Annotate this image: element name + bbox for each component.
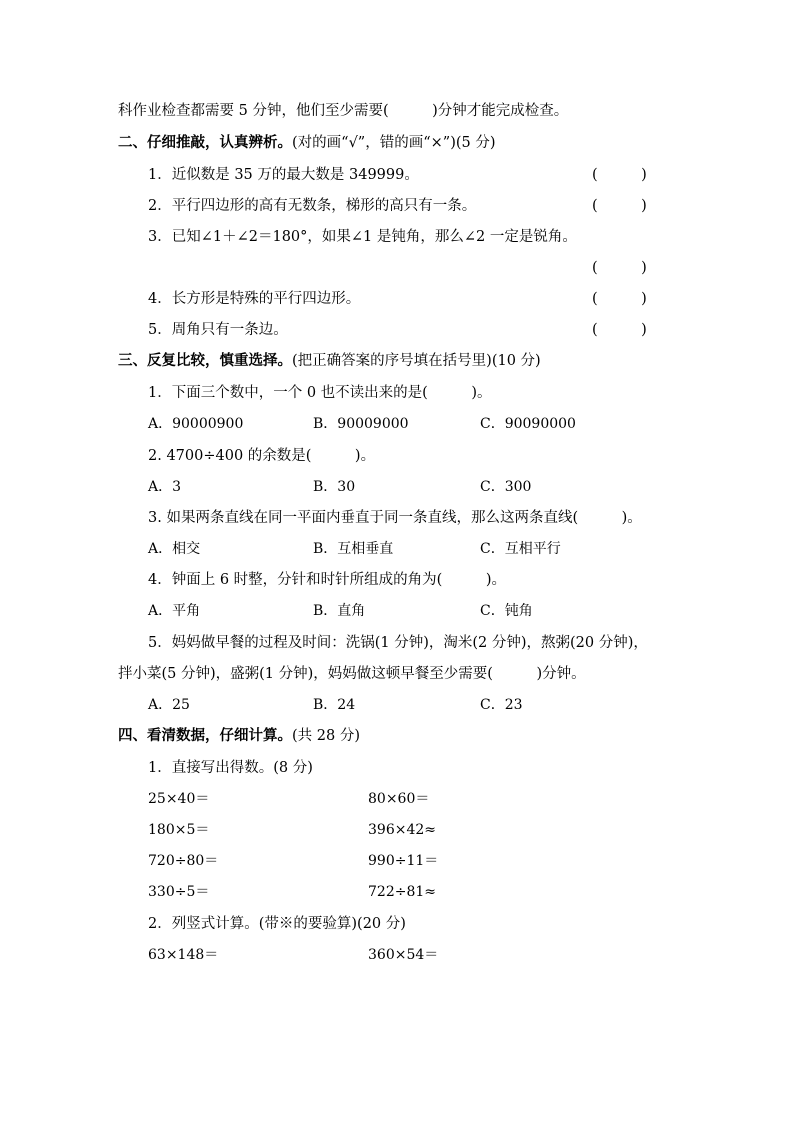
calc-problem: 722÷81≈ [368,884,436,900]
calc-part-1-title: 1．直接写出得数。(8 分) [148,760,313,776]
calc-problem: 330÷5＝ [148,884,210,900]
mc-4-option-b[interactable]: B．直角 [313,603,366,619]
section-2-heading [118,133,496,153]
calc-problem: 180×5＝ [148,822,210,838]
section-3-title: 三、反复比较，慎重选择。 [118,352,292,369]
mc-1-option-c[interactable]: C．90090000 [480,416,576,432]
mc-question-2: 2. 4700÷400 的余数是( )。 [148,448,376,464]
mc-5-option-a[interactable]: A．25 [148,697,190,713]
section-4-heading [118,726,360,746]
vertical-calc-problem: 63×148＝ [148,947,219,963]
tf-item-5: 5．周角只有一条边。 [148,322,288,338]
mc-1-option-b[interactable]: B．90009000 [313,416,409,432]
section-2-title: 二、仔细推敲，认真辨析。 [118,134,292,151]
section-4-title: 四、看清数据，仔细计算。 [118,727,292,744]
section-2-note: (对的画“√”，错的画“×”)(5 分) [292,135,496,151]
calc-problem: 990÷11＝ [368,853,439,869]
intro-continuation: 科作业检查都需要 5 分钟，他们至少需要( )分钟才能完成检查。 [118,103,569,119]
mc-question-3: 3. 如果两条直线在同一平面内垂直于同一条直线，那么这两条直线( )。 [148,510,642,526]
calc-problem: 396×42≈ [368,822,436,838]
mc-2-option-c[interactable]: C．300 [480,479,532,495]
mc-2-option-a[interactable]: A．3 [148,479,182,495]
mc-2-option-b[interactable]: B．30 [313,479,356,495]
tf-answer-3[interactable]: ( ) [592,260,647,276]
tf-item-2: 2．平行四边形的高有无数条，梯形的高只有一条。 [148,198,477,214]
mc-5-option-b[interactable]: B．24 [313,697,356,713]
mc-5-option-c[interactable]: C．23 [480,697,523,713]
mc-3-option-c[interactable]: C．互相平行 [480,541,561,557]
mc-question-5-line-1: 5．妈妈做早餐的过程及时间：洗锅(1 分钟)，淘米(2 分钟)，熬粥(20 分钟)， [148,635,648,651]
section-3-note: (把正确答案的序号填在括号里)(10 分) [292,353,541,369]
tf-item-1: 1．近似数是 35 万的最大数是 349999。 [148,167,419,183]
mc-question-5-line-2: 拌小菜(5 分钟)，盛粥(1 分钟)，妈妈做这顿早餐至少需要( )分钟。 [118,666,586,682]
tf-item-4: 4．长方形是特殊的平行四边形。 [148,291,361,307]
tf-answer-1[interactable]: ( ) [592,167,647,183]
tf-answer-2[interactable]: ( ) [592,198,647,214]
mc-4-option-a[interactable]: A．平角 [148,603,201,619]
calc-part-2-title: 2．列竖式计算。(带※的要验算)(20 分) [148,916,406,932]
section-3-heading [118,351,541,371]
calc-problem: 25×40＝ [148,791,210,807]
tf-item-3: 3．已知∠1＋∠2＝180°，如果∠1 是钝角，那么∠2 一定是锐角。 [148,229,577,245]
mc-question-4: 4．钟面上 6 时整，分针和时针所组成的角为( )。 [148,572,506,588]
vertical-calc-problem: 360×54＝ [368,947,439,963]
calc-problem: 720÷80＝ [148,853,219,869]
mc-3-option-a[interactable]: A．相交 [148,541,201,557]
mc-4-option-c[interactable]: C．钝角 [480,603,533,619]
tf-answer-4[interactable]: ( ) [592,291,647,307]
tf-answer-5[interactable]: ( ) [592,322,647,338]
mc-1-option-a[interactable]: A．90000900 [148,416,244,432]
section-4-note: (共 28 分) [292,728,360,744]
mc-question-1: 1．下面三个数中，一个 0 也不读出来的是( )。 [148,385,492,401]
mc-3-option-b[interactable]: B．互相垂直 [313,541,394,557]
calc-problem: 80×60＝ [368,791,430,807]
